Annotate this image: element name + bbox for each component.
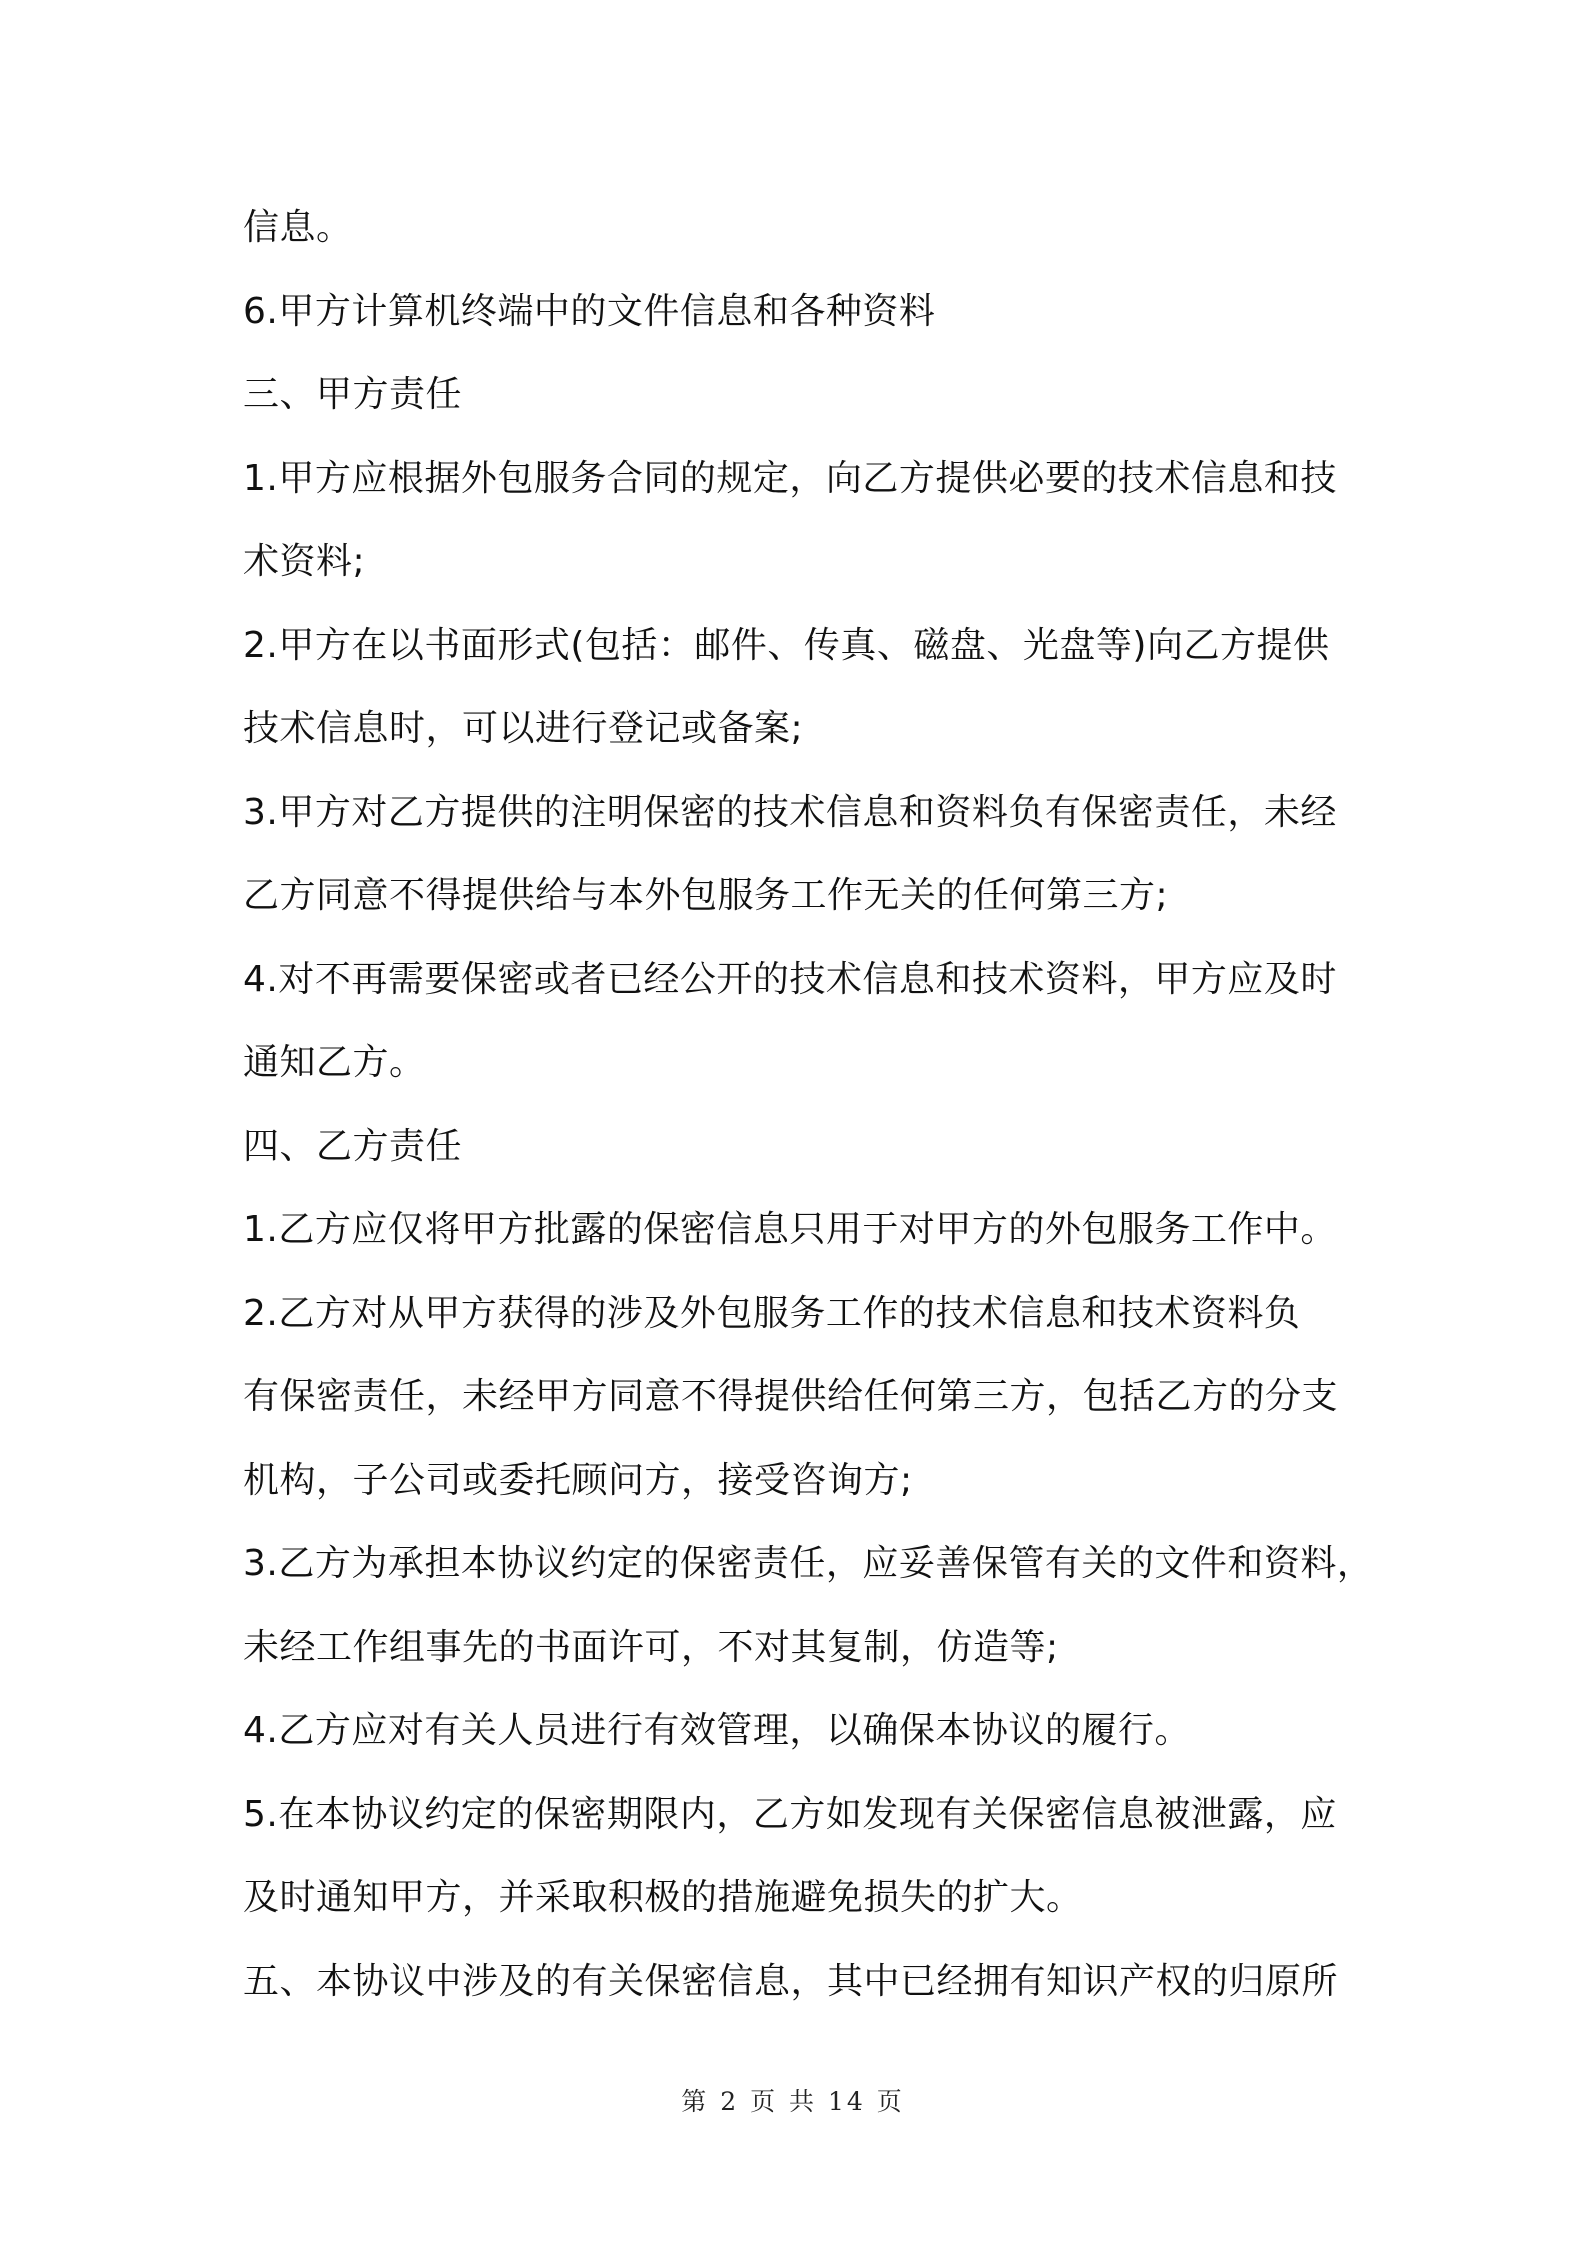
text-line: 乙方同意不得提供给与本外包服务工作无关的任何第三方; — [243, 875, 1169, 916]
text-line: 通知乙方。 — [243, 1042, 426, 1083]
text-line: 3.甲方对乙方提供的注明保密的技术信息和资料负有保密责任，未经 — [243, 791, 1337, 833]
text-line: 6.甲方计算机终端中的文件信息和各种资料 — [243, 290, 936, 332]
section-heading: 五、本协议中涉及的有关保密信息，其中已经拥有知识产权的归原所 — [243, 1960, 1339, 2002]
section-heading: 三、甲方责任 — [243, 374, 463, 415]
text-line: 1.甲方应根据外包服务合同的规定，向乙方提供必要的技术信息和技 — [243, 457, 1337, 499]
text-line: 2.甲方在以书面形式(包括：邮件、传真、磁盘、光盘等)向乙方提供 — [243, 624, 1330, 666]
text-line: 术资料; — [243, 541, 366, 582]
text-line: 技术信息时，可以进行登记或备案; — [243, 708, 804, 749]
text-line: 机构，子公司或委托顾问方，接受咨询方; — [243, 1459, 913, 1501]
text-line: 1.乙方应仅将甲方批露的保密信息只用于对甲方的外包服务工作中。 — [243, 1209, 1337, 1250]
text-line: 5.在本协议约定的保密期限内，乙方如发现有关保密信息被泄露，应 — [243, 1793, 1337, 1835]
text-line: 及时通知甲方，并采取积极的措施避免损失的扩大。 — [243, 1877, 1083, 1918]
text-line: 有保密责任，未经甲方同意不得提供给任何第三方，包括乙方的分支 — [243, 1376, 1339, 1417]
section-heading: 四、乙方责任 — [243, 1125, 463, 1167]
text-line: 4.对不再需要保密或者已经公开的技术信息和技术资料，甲方应及时 — [243, 958, 1337, 1000]
text-line: 2.乙方对从甲方获得的涉及外包服务工作的技术信息和技术资料负 — [243, 1292, 1301, 1334]
document-body — [243, 200, 1383, 2037]
text-line: 信息。 — [243, 207, 353, 248]
page-number-footer: 第 2 页 共 14 页 — [681, 2087, 905, 2116]
text-line: 3.乙方为承担本协议约定的保密责任，应妥善保管有关的文件和资料， — [243, 1543, 1374, 1584]
text-line: 未经工作组事先的书面许可，不对其复制，仿造等; — [243, 1626, 1059, 1668]
text-line: 4.乙方应对有关人员进行有效管理，以确保本协议的履行。 — [243, 1710, 1191, 1751]
